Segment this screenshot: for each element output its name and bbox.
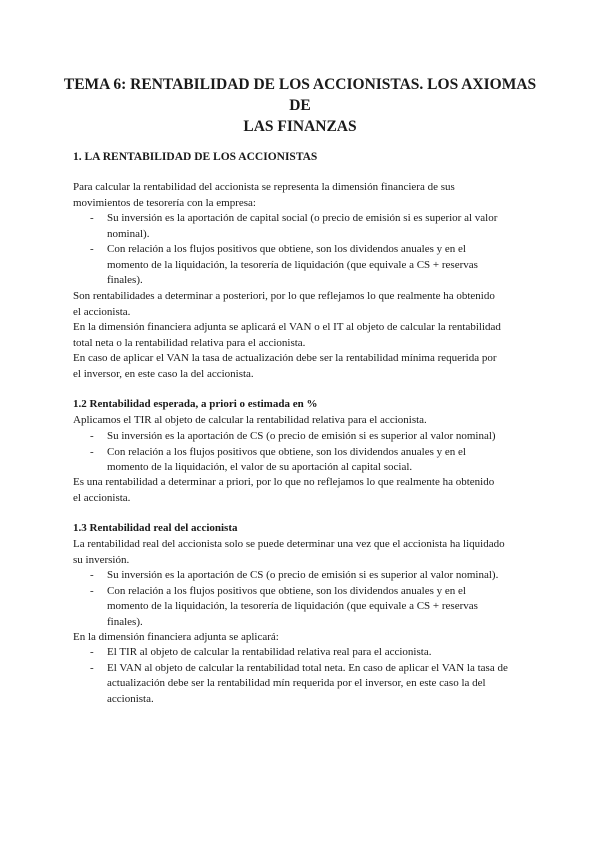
text-line: - Con relación a los flujos positivos que obtiene, son los dividendos anuales y en el [107, 584, 466, 597]
document-title [60, 74, 540, 137]
section-3-heading: 1.3 Rentabilidad real del accionista [73, 522, 238, 534]
text-line: En la dimensión financiera adjunta se aplicará: [73, 631, 279, 643]
text-line: La rentabilidad real del accionista solo se puede determinar una vez que el accionista ha liquidado [73, 538, 505, 550]
list-item [73, 445, 543, 476]
list-item [73, 211, 543, 242]
text-line: En caso de aplicar el VAN la tasa de actualización debe ser la rentabilidad mínima requerida por [73, 352, 497, 364]
list-item [73, 661, 543, 708]
section-3-list [73, 568, 543, 630]
list-item [73, 645, 543, 661]
text-line: el accionista. [73, 491, 131, 504]
text-line: momento de la liquidación, la tesorería de liquidación (que equivale a CS + reservas [107, 258, 478, 271]
text-line: En la dimensión financiera adjunta se aplicará el VAN o el IT al objeto de calcular la rentabilidad [73, 321, 501, 333]
text-line: actualización debe ser la rentabilidad mín requerida por el inversor, en este caso la del [107, 677, 486, 689]
text-line: Es una rentabilidad a determinar a priori, por lo que no reflejamos lo que realmente ha obtenido [73, 476, 495, 488]
section-2-intro [73, 413, 543, 429]
text-line: movimientos de tesorería con la empresa: [73, 196, 256, 209]
text-line: finales). [107, 274, 143, 286]
section-1-heading: 1. LA RENTABILIDAD DE LOS ACCIONISTAS [73, 151, 318, 163]
list-item [73, 242, 543, 289]
text-line: momento de la liquidación, la tesorería de liquidación (que equivale a CS + reservas [107, 600, 478, 612]
text-line: Aplicamos el TIR al objeto de calcular la rentabilidad relativa para el accionista. [73, 414, 427, 426]
text-line: - Su inversión es la aportación de capital social (o precio de emisión si es superior al valor [107, 212, 498, 224]
text-line: el inversor, en este caso la del accionista. [73, 367, 254, 380]
text-line: momento de la liquidación, el valor de su aportación al capital social. [107, 461, 413, 473]
title-line-1: TEMA 6: RENTABILIDAD DE LOS ACCIONISTAS. LOS AXIOMAS DE [63, 76, 537, 114]
text-line: su inversión. [73, 553, 130, 566]
text-line: finales). [107, 615, 143, 628]
text-line: nominal). [107, 227, 150, 240]
list-item [73, 568, 543, 584]
text-line: accionista. [107, 692, 154, 705]
section-1-list [73, 211, 543, 289]
text-line: - El VAN al objeto de calcular la rentabilidad total neta. En caso de aplicar el VAN la tasa de [107, 661, 508, 674]
text-line: - Con relación a los flujos positivos que obtiene, son los dividendos anuales y en el [107, 243, 466, 255]
text-line: - El TIR al objeto de calcular la rentabilidad relativa real para el accionista. [107, 646, 432, 658]
section-2-body [73, 475, 543, 506]
title-line-2: LAS FINANZAS [243, 118, 357, 135]
text-line: - Su inversión es la aportación de CS (o precio de emisión si es superior al valor nominal) [107, 430, 496, 442]
text-line: el accionista. [73, 305, 131, 318]
section-2-heading: 1.2 Rentabilidad esperada, a priori o estimada en % [73, 398, 318, 410]
section-3-intro [73, 537, 543, 568]
section-3-body [73, 630, 543, 646]
list-item [73, 584, 543, 631]
section-1-intro [73, 180, 543, 211]
text-line: Son rentabilidades a determinar a posteriori, por lo que reflejamos lo que realmente ha obtenido [73, 290, 495, 302]
text-line: - Su inversión es la aportación de CS (o precio de emisión si es superior al valor nominal). [107, 569, 499, 581]
text-line: Para calcular la rentabilidad del accionista se representa la dimensión financiera de sus [73, 181, 455, 193]
section-1-body [73, 289, 543, 382]
section-2-list [73, 429, 543, 476]
section-3-list-2 [73, 645, 543, 707]
text-line: - Con relación a los flujos positivos que obtiene, son los dividendos anuales y en el [107, 445, 466, 458]
text-line: total neta o la rentabilidad relativa para el accionista. [73, 336, 306, 349]
list-item [73, 429, 543, 445]
